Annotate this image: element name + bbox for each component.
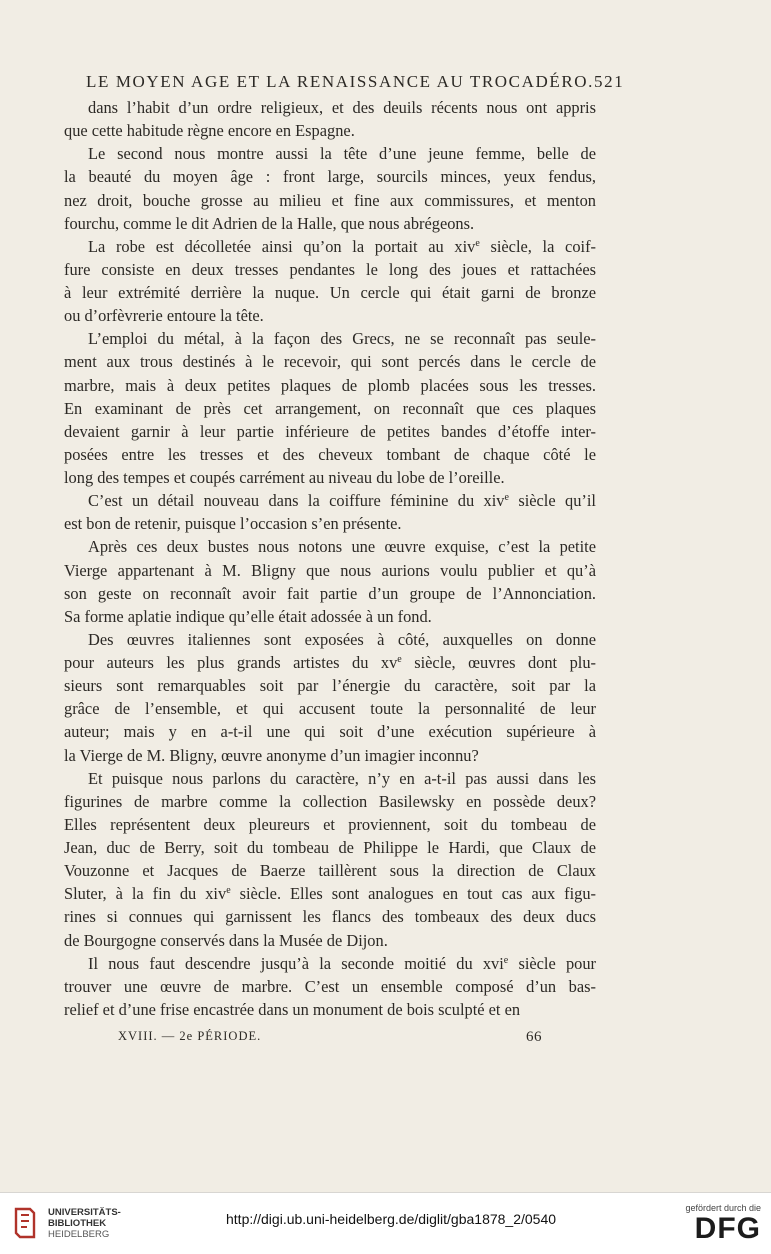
text-line: grâce de l’ensemble, et qui accusent toute la personnalité de leur	[64, 699, 596, 719]
text-line: Des œuvres italiennes sont exposées à côté, auxquelles on donne	[88, 629, 596, 649]
signature-mark: XVIII. — 2e PÉRIODE.	[118, 1029, 262, 1043]
paragraph	[64, 327, 596, 489]
text-line: trouver une œuvre de marbre. C’est un ensemble composé d’un bas-	[64, 976, 596, 996]
text-line: la beauté du moyen âge : front large, sourcils minces, yeux fendus,	[64, 167, 596, 187]
paragraph	[64, 952, 596, 1021]
paragraph	[64, 767, 596, 952]
permalink-url[interactable]: http://digi.ub.uni-heidelberg.de/diglit/gba1878_2/0540	[226, 1211, 557, 1227]
text-line: Vierge appartenant à M. Bligny que nous aurions voulu publier et qu’à	[64, 560, 596, 580]
text-line: fure consiste en deux tresses pendantes le long des joues et rattachées	[64, 259, 596, 279]
library-logo[interactable]	[10, 1205, 121, 1241]
paragraph	[64, 142, 596, 235]
text-line: Sa forme aplatie indique qu’elle était adossée à un fond.	[64, 606, 432, 626]
text-line: devaient garnir à leur partie inférieure de petites bandes d’étoffe inter-	[64, 421, 596, 441]
text-line: sieurs sont remarquables soit par l’énergie du caractère, soit par la	[64, 676, 596, 696]
text-line: Vouzonne et Jacques de Baerze taillèrent sous la direction de Claux	[64, 861, 596, 881]
text-line: à leur extrémité derrière la nuque. Un cercle qui était garni de bronze	[64, 283, 596, 302]
text-line: ou d’orfèvrerie entoure la tête.	[64, 306, 264, 326]
paragraph	[64, 96, 596, 142]
library-name	[48, 1207, 121, 1240]
signature-number: 66	[526, 1029, 542, 1045]
text-line: Sluter, à la fin du xiv$^e$ siècle. Elles sont analogues en tout cas aux figu-	[64, 884, 596, 904]
text-line: nez droit, bouche grosse au milieu et fine aux commissures, et menton	[64, 190, 596, 210]
text-line: Elles représentent deux pleureurs et proviennent, soit du tombeau de	[64, 814, 596, 834]
library-name-line: UNIVERSITÄTS-	[48, 1206, 121, 1218]
body-text	[64, 96, 596, 1021]
text-line: En examinant de près cet arrangement, on reconnaît que ces plaques	[64, 398, 596, 418]
text-line: posées entre les tresses et des cheveux tombant de chaque côté le	[64, 444, 596, 464]
text-line: dans l’habit d’un ordre religieux, et des deuils récents nous ont appris	[88, 98, 596, 117]
text-line: C’est un détail nouveau dans la coiffure féminine du xiv$^e$ siècle qu’il	[88, 491, 596, 511]
text-line: Après ces deux bustes nous notons une œuvre exquise, c’est la petite	[88, 537, 596, 557]
running-header	[86, 72, 625, 92]
paragraph	[64, 535, 596, 628]
text-line: de Bourgogne conservés dans la Musée de Dijon.	[64, 930, 388, 950]
text-line: La robe est décolletée ainsi qu’on la portait au xiv$^e$ siècle, la coif-	[88, 236, 596, 256]
university-seal-icon	[10, 1205, 40, 1241]
paragraph	[64, 628, 596, 767]
library-name-line: BIBLIOTHEK	[48, 1217, 107, 1229]
text-line: Le second nous montre aussi la tête d’une jeune femme, belle de	[88, 144, 596, 164]
paragraph	[64, 235, 596, 328]
dfg-logo-text: DFG	[694, 1212, 761, 1245]
text-line: son geste on reconnaît avoir fait partie d’un groupe de l’Annonciation.	[64, 583, 596, 603]
text-line: ment aux trous destinés à le recevoir, qui sont percés dans le cercle de	[64, 352, 596, 372]
dfg-funding-logo[interactable]	[685, 1203, 761, 1245]
library-name-line: HEIDELBERG	[48, 1228, 110, 1240]
text-line: Il nous faut descendre jusqu’à la seconde moitié du xvi$^e$ siècle pour	[88, 953, 596, 973]
paragraph	[64, 489, 596, 535]
text-line: est bon de retenir, puisque l’occasion s’en présente.	[64, 514, 402, 534]
text-line: pour auteurs les plus grands artistes du $xv^e$ siècle, œuvres dont plu-	[64, 653, 597, 672]
page-footer	[118, 1029, 542, 1046]
text-line: figurines de marbre comme la collection Basilewsky en possède deux?	[64, 791, 596, 811]
page-number: 521	[594, 72, 625, 91]
funder-caption: gefördert durch die	[685, 1203, 761, 1213]
text-line: la Vierge de M. Bligny, œuvre anonyme d’un imagier inconnu?	[64, 745, 479, 765]
text-line: L’emploi du métal, à la façon des Grecs, ne se reconnaît pas seule-	[88, 329, 596, 349]
running-title: LE MOYEN AGE ET LA RENAISSANCE AU TROCADÉRO.	[86, 72, 595, 91]
text-line: auteur; mais y en a-t-il une qui soit d’une exécution supérieure à	[64, 722, 596, 742]
text-line: relief et d’une frise encastrée dans un monument de bois sculpté et en	[64, 999, 521, 1019]
text-line: Jean, duc de Berry, soit du tombeau de Philippe le Hardi, que Claux de	[64, 838, 596, 857]
text-line: marbre, mais à deux petites plaques de plomb placées sous les tresses.	[64, 375, 596, 395]
text-line: long des tempes et coupés carrément au niveau du lobe de l’oreille.	[64, 468, 505, 487]
text-line: Et puisque nous parlons du caractère, n’y en a-t-il pas aussi dans les	[88, 768, 596, 788]
text-line: que cette habitude règne encore en Espagne.	[64, 121, 355, 141]
text-line: rines si connues qui garnissent les flancs des tombeaux des deux ducs	[64, 907, 596, 927]
text-line: fourchu, comme le dit Adrien de la Halle, que nous abrégeons.	[64, 213, 475, 233]
